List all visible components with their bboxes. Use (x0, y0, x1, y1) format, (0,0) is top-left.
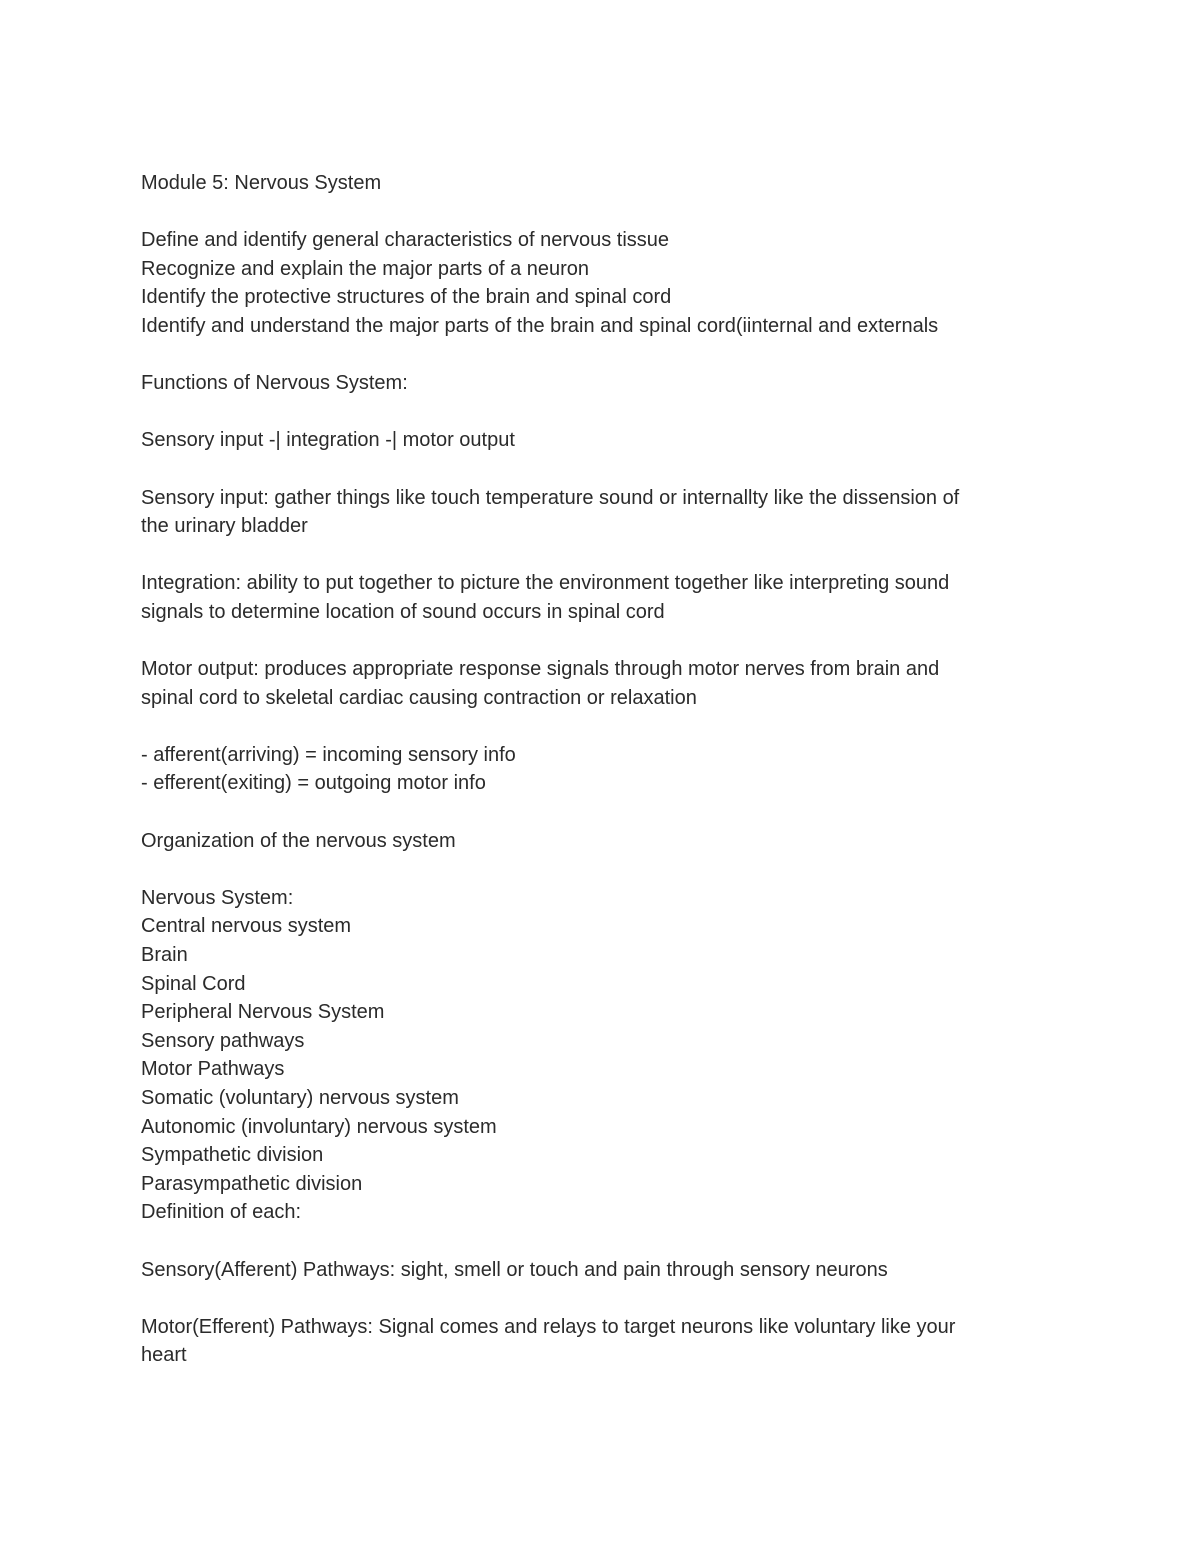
motor-pathways-line: heart (141, 1344, 187, 1367)
organization-item: Spinal Cord (141, 972, 246, 995)
organization-item: Peripheral Nervous System (141, 1001, 385, 1024)
document-title: Module 5: Nervous System (141, 172, 382, 194)
organization-item: Brain (141, 944, 188, 967)
organization-item: Sympathetic division (141, 1144, 324, 1167)
afferent-line: - afferent(arriving) = incoming sensory info (141, 743, 516, 766)
organization-item: Motor Pathways (141, 1058, 285, 1081)
spacer (141, 455, 1041, 484)
spacer (141, 1227, 1041, 1256)
document-body (141, 169, 1041, 1370)
flow-line: Sensory input -| integration -| motor output (141, 429, 515, 452)
organization-item: Nervous System: (141, 886, 294, 909)
organization-item: Definition of each: (141, 1201, 302, 1224)
objective-line: Define and identify general characteristics of nervous tissue (141, 229, 670, 252)
organization-item: Sensory pathways (141, 1029, 305, 1052)
integration-line: signals to determine location of sound occurs in spinal cord (141, 600, 665, 623)
motor-pathways-line: Motor(Efferent) Pathways: Signal comes and relays to target neurons like voluntary like your (141, 1315, 956, 1338)
spacer (141, 398, 1041, 427)
sensory-pathways-line: Sensory(Afferent) Pathways: sight, smell or touch and pain through sensory neurons (141, 1258, 888, 1281)
organization-item: Central nervous system (141, 915, 352, 938)
functions-heading: Functions of Nervous System: (141, 372, 408, 395)
objective-line: Recognize and explain the major parts of a neuron (141, 257, 590, 280)
objective-line: Identify the protective structures of the brain and spinal cord (141, 286, 672, 309)
spacer (141, 541, 1041, 570)
integration-line: Integration: ability to put together to picture the environment together like interpreting sound (141, 572, 950, 595)
organization-item: Parasympathetic division (141, 1172, 363, 1195)
motor-output-line: spinal cord to skeletal cardiac causing contraction or relaxation (141, 686, 697, 709)
spacer (141, 798, 1041, 827)
sensory-input-line: the urinary bladder (141, 515, 308, 538)
sensory-input-line: Sensory input: gather things like touch temperature sound or internallty like the dissension of (141, 486, 960, 509)
spacer (141, 341, 1041, 370)
spacer (141, 198, 1041, 227)
spacer (141, 1284, 1041, 1313)
motor-output-line: Motor output: produces appropriate response signals through motor nerves from brain and (141, 658, 940, 681)
efferent-line: - efferent(exiting) = outgoing motor info (141, 772, 486, 795)
objective-line: Identify and understand the major parts of the brain and spinal cord(iinternal and externals (141, 314, 939, 337)
organization-heading: Organization of the nervous system (141, 829, 456, 852)
organization-item: Autonomic (involuntary) nervous system (141, 1115, 497, 1138)
spacer (141, 712, 1041, 741)
spacer (141, 855, 1041, 884)
spacer (141, 627, 1041, 656)
organization-item: Somatic (voluntary) nervous system (141, 1087, 459, 1109)
